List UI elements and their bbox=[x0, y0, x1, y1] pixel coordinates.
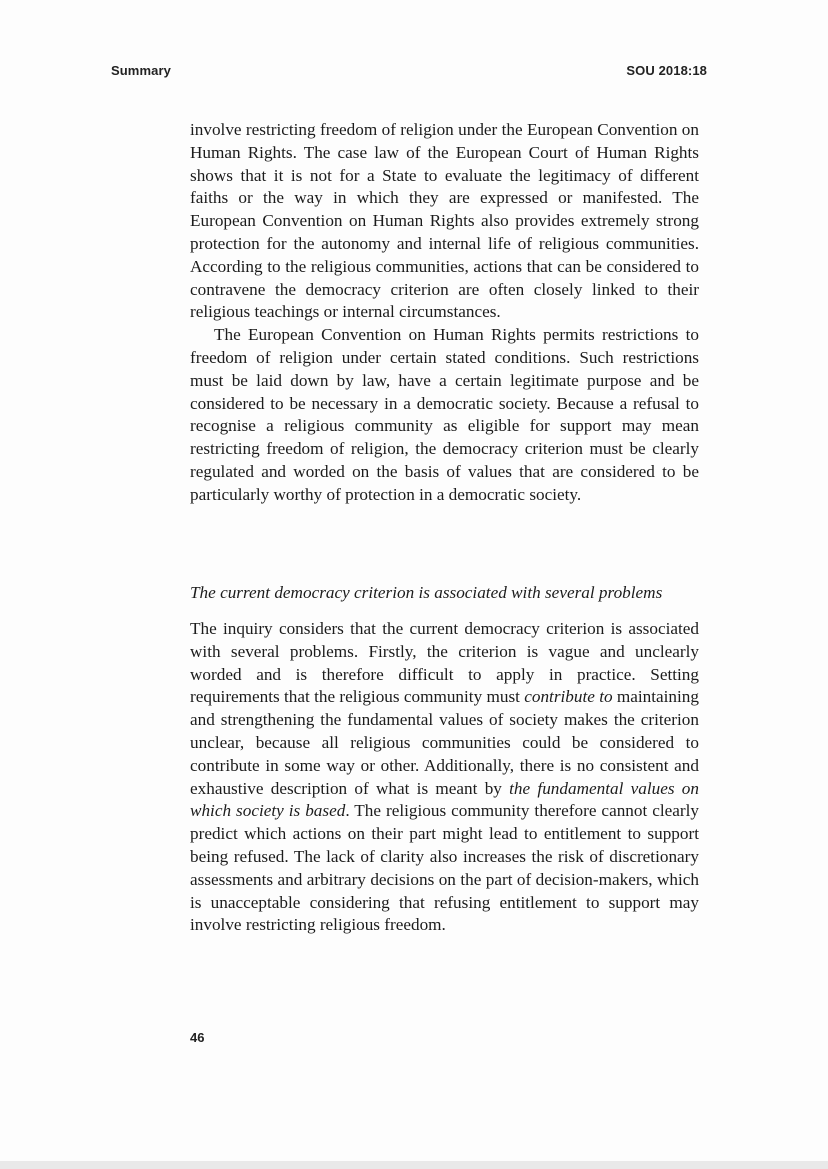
paragraph-text-segment: . The religious community therefore cannot clearly predict which actions on their part might lead to entitlement to support being refused. The lack of clarity also increases the risk of discretionary assessments and arbitrary decisions on the part of decision-makers, which is unacceptable considering that refusing entitlement to support may involve restricting religious freedom. bbox=[190, 801, 699, 935]
paragraph-criterion-problems bbox=[190, 618, 699, 937]
paragraph-text-segment: maintaining and strengthening the fundamental values of society makes the criterion unclear, because all religious communities could be considered to contribute in some way or other. Additionally, there is no consistent and exhaustive description of what is meant by bbox=[190, 687, 699, 798]
paragraph-text-segment: The inquiry considers that the current democracy criterion is associated with several problems. Firstly, the criterion is vague and unclearly worded and is therefore difficult to apply in practice. Setting requirements that the religious community must bbox=[190, 619, 699, 707]
running-head-section: Summary bbox=[111, 63, 171, 78]
paragraph-convention-restriction: involve restricting freedom of religion under the European Convention on Human Rights. The case law of the European Court of Human Rights shows that it is not for a State to evaluate the legitimacy of different faiths or the way in which they are expressed or manifested. The European Convention on Human Rights also provides extremely strong protection for the autonomy and internal life of religious communities. According to the religious communities, actions that can be considered to contravene the democracy criterion are often closely linked to their religious teachings or internal circumstances. bbox=[190, 120, 699, 322]
scan-bottom-edge bbox=[0, 1161, 828, 1169]
running-head-report-id: SOU 2018:18 bbox=[626, 63, 707, 78]
emphasis-fundamental-values: the fundamental values on which society is based bbox=[190, 778, 699, 821]
section-subheading: The current democracy criterion is associated with several problems bbox=[190, 583, 663, 602]
emphasis-contribute-to: contribute to bbox=[524, 687, 613, 707]
body-text-block-1 bbox=[190, 119, 699, 507]
body-text-block-2 bbox=[190, 618, 699, 937]
paragraph-permitted-restrictions: The European Convention on Human Rights permits restrictions to freedom of religion under certain stated conditions. Such restrictions must be laid down by law, have a certain legitimate purpose and be considered to be necessary in a democratic society. Because a refusal to recognise a religious community as eligible for support may mean restricting freedom of religion, the democracy criterion must be clearly regulated and worded on the basis of values that are considered to be particularly worthy of protection in a democratic society. bbox=[190, 325, 699, 504]
page-number: 46 bbox=[190, 1030, 205, 1045]
